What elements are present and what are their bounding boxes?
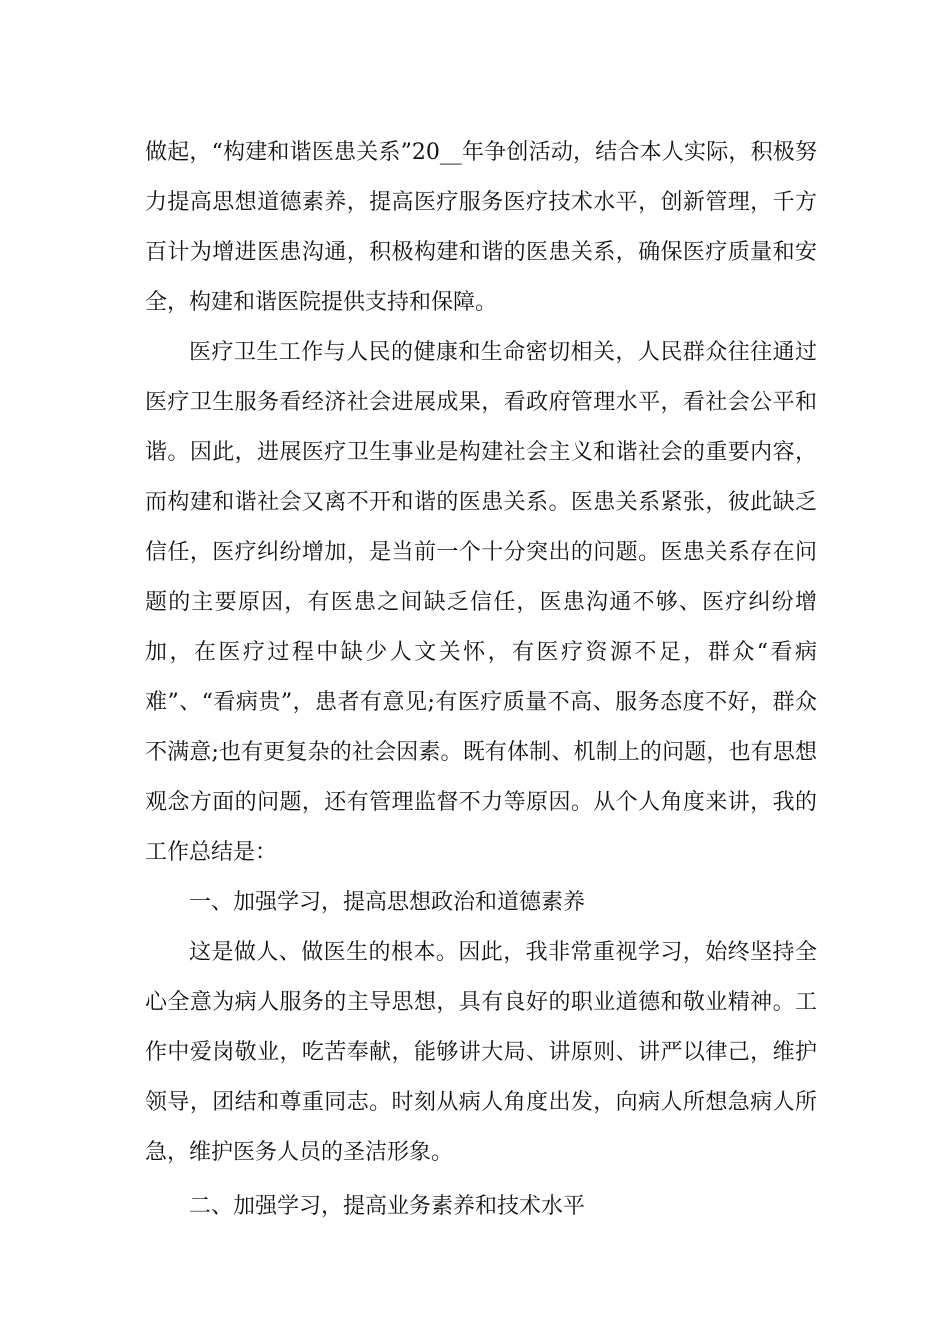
- section-heading-1: 一、加强学习，提高思想政治和道德素养: [189, 890, 586, 915]
- document-body: [145, 128, 817, 1232]
- section-heading-2: 二、加强学习，提高业务素养和技术水平: [189, 1194, 586, 1219]
- paragraph-continuation: 做起，“构建和谐医患关系”20__年争创活动，结合本人实际，积极努力提高思想道德素养，提高医疗服务医疗技术水平，创新管理，千方百计为增进医患沟通，积极构建和谐的医患关系，确保医疗质量和安全，构建和谐医院提供支持和保障。: [145, 140, 817, 315]
- paragraph-section-1: 这是做人、做医生的根本。因此，我非常重视学习，始终坚持全心全意为病人服务的主导思想，具有良好的职业道德和敬业精神。工作中爱岗敬业，吃苦奉献，能够讲大局、讲原则、讲严以律己，维护领导，团结和尊重同志。时刻从病人角度出发，向病人所想急病人所急，维护医务人员的圣洁形象。: [145, 940, 817, 1165]
- paragraph-medical-relations: 医疗卫生工作与人民的健康和生命密切相关，人民群众往往通过医疗卫生服务看经济社会进展成果，看政府管理水平，看社会公平和谐。因此，进展医疗卫生事业是构建社会主义和谐社会的重要内容，而构建和谐社会又离不开和谐的医患关系。医患关系紧张，彼此缺乏信任，医疗纠纷增加，是当前一个十分突出的问题。医患关系存在问题的主要原因，有医患之间缺乏信任，医患沟通不够、医疗纠纷增加，在医疗过程中缺少人文关怀，有医疗资源不足，群众“看病难”、“看病贵”，患者有意见;有医疗质量不高、服务态度不好，群众不满意;也有更复杂的社会因素。既有体制、机制上的问题，也有思想观念方面的问题，还有管理监督不力等原因。从个人角度来讲，我的工作总结是：: [145, 340, 817, 865]
